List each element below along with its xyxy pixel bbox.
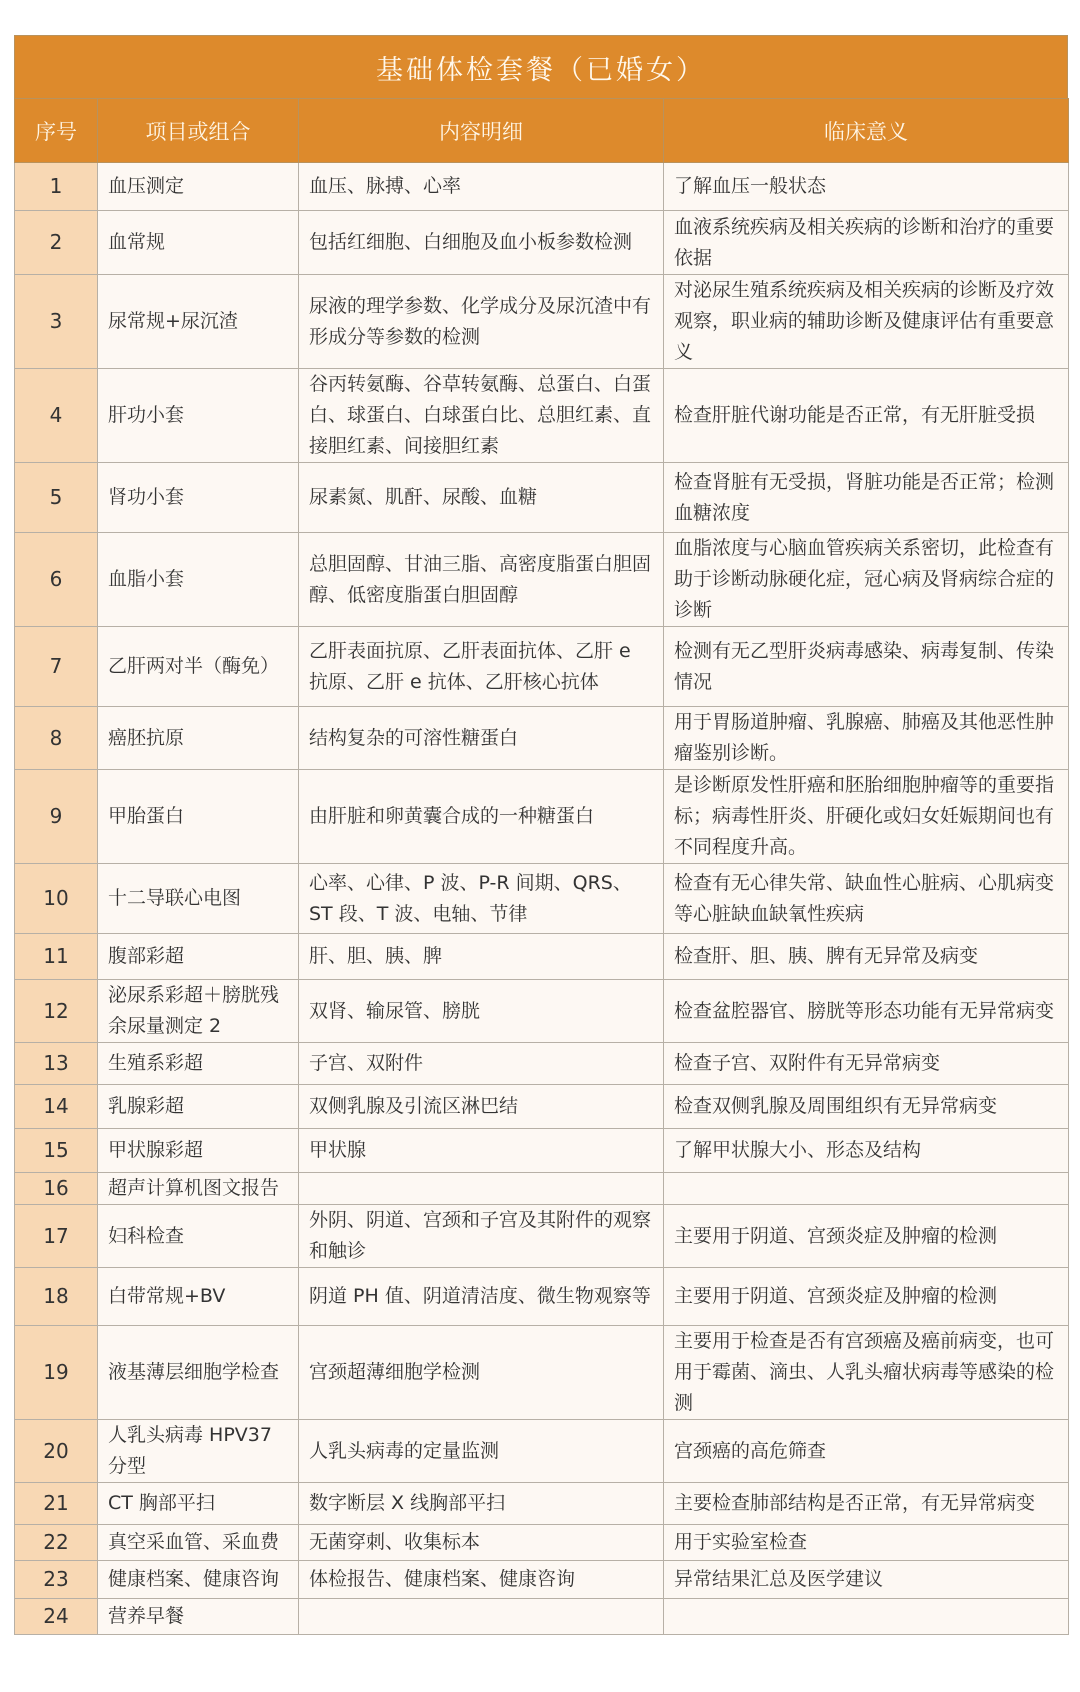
package-sheet	[14, 35, 1068, 1635]
row-number: 1	[15, 163, 98, 211]
row-detail: 由肝脏和卵黄囊合成的一种糖蛋白	[299, 770, 664, 864]
row-item: 真空采血管、采血费	[98, 1525, 299, 1561]
row-item: 十二导联心电图	[98, 864, 299, 934]
row-detail: 体检报告、健康档案、健康咨询	[299, 1561, 664, 1599]
table-row	[15, 163, 1069, 211]
row-meaning: 检查肝脏代谢功能是否正常，有无肝脏受损	[664, 369, 1069, 463]
checkup-table	[14, 98, 1069, 1635]
table-row	[15, 1205, 1069, 1268]
row-item: 超声计算机图文报告	[98, 1173, 299, 1205]
row-detail: 包括红细胞、白细胞及血小板参数检测	[299, 211, 664, 275]
table-row	[15, 463, 1069, 533]
table-row	[15, 1483, 1069, 1525]
row-detail: 尿液的理学参数、化学成分及尿沉渣中有形成分等参数的检测	[299, 275, 664, 369]
row-meaning: 了解甲状腺大小、形态及结构	[664, 1129, 1069, 1173]
row-meaning: 异常结果汇总及医学建议	[664, 1561, 1069, 1599]
row-meaning: 检查肾脏有无受损，肾脏功能是否正常；检测血糖浓度	[664, 463, 1069, 533]
row-detail: 无菌穿刺、收集标本	[299, 1525, 664, 1561]
row-meaning: 检查双侧乳腺及周围组织有无异常病变	[664, 1085, 1069, 1129]
row-detail: 数字断层 X 线胸部平扫	[299, 1483, 664, 1525]
row-detail: 阴道 PH 值、阴道清洁度、微生物观察等	[299, 1268, 664, 1326]
table-row	[15, 275, 1069, 369]
row-meaning: 主要用于阴道、宫颈炎症及肿瘤的检测	[664, 1268, 1069, 1326]
row-detail: 宫颈超薄细胞学检测	[299, 1326, 664, 1420]
table-row	[15, 1043, 1069, 1085]
row-detail: 乙肝表面抗原、乙肝表面抗体、乙肝 e 抗原、乙肝 e 抗体、乙肝核心抗体	[299, 627, 664, 707]
table-row	[15, 934, 1069, 980]
row-number: 9	[15, 770, 98, 864]
table-row	[15, 980, 1069, 1043]
table-row	[15, 1525, 1069, 1561]
row-number: 2	[15, 211, 98, 275]
row-detail: 甲状腺	[299, 1129, 664, 1173]
header-row	[15, 99, 1069, 163]
row-number: 16	[15, 1173, 98, 1205]
table-row	[15, 1129, 1069, 1173]
table-body	[15, 163, 1069, 1635]
row-number: 12	[15, 980, 98, 1043]
row-item: 甲胎蛋白	[98, 770, 299, 864]
row-detail: 肝、胆、胰、脾	[299, 934, 664, 980]
row-meaning: 用于实验室检查	[664, 1525, 1069, 1561]
row-detail	[299, 1173, 664, 1205]
header-meaning: 临床意义	[664, 99, 1069, 163]
table-row	[15, 1561, 1069, 1599]
row-number: 21	[15, 1483, 98, 1525]
row-meaning: 血液系统疾病及相关疾病的诊断和治疗的重要依据	[664, 211, 1069, 275]
row-meaning: 对泌尿生殖系统疾病及相关疾病的诊断及疗效观察，职业病的辅助诊断及健康评估有重要意义	[664, 275, 1069, 369]
row-item: 甲状腺彩超	[98, 1129, 299, 1173]
row-meaning: 主要用于检查是否有宫颈癌及癌前病变，也可用于霉菌、滴虫、人乳头瘤状病毒等感染的检测	[664, 1326, 1069, 1420]
row-meaning: 主要检查肺部结构是否正常，有无异常病变	[664, 1483, 1069, 1525]
row-number: 20	[15, 1420, 98, 1483]
row-number: 10	[15, 864, 98, 934]
row-item: 生殖系彩超	[98, 1043, 299, 1085]
table-row	[15, 1599, 1069, 1635]
row-number: 23	[15, 1561, 98, 1599]
row-detail: 外阴、阴道、宫颈和子宫及其附件的观察和触诊	[299, 1205, 664, 1268]
row-item: 白带常规+BV	[98, 1268, 299, 1326]
row-item: 血脂小套	[98, 533, 299, 627]
row-detail: 总胆固醇、甘油三脂、高密度脂蛋白胆固醇、低密度脂蛋白胆固醇	[299, 533, 664, 627]
row-meaning: 宫颈癌的高危筛查	[664, 1420, 1069, 1483]
row-meaning	[664, 1599, 1069, 1635]
row-detail: 双肾、输尿管、膀胱	[299, 980, 664, 1043]
row-item: 乳腺彩超	[98, 1085, 299, 1129]
row-detail: 谷丙转氨酶、谷草转氨酶、总蛋白、白蛋白、球蛋白、白球蛋白比、总胆红素、直接胆红素、间接胆红素	[299, 369, 664, 463]
table-row	[15, 1173, 1069, 1205]
row-detail: 心率、心律、P 波、P-R 间期、QRS、ST 段、T 波、电轴、节律	[299, 864, 664, 934]
row-meaning: 检查肝、胆、胰、脾有无异常及病变	[664, 934, 1069, 980]
row-detail: 结构复杂的可溶性糖蛋白	[299, 707, 664, 770]
row-number: 17	[15, 1205, 98, 1268]
row-detail: 子宫、双附件	[299, 1043, 664, 1085]
header-no: 序号	[15, 99, 98, 163]
row-item: 肝功小套	[98, 369, 299, 463]
row-detail: 人乳头病毒的定量监测	[299, 1420, 664, 1483]
table-row	[15, 707, 1069, 770]
row-number: 5	[15, 463, 98, 533]
row-item: CT 胸部平扫	[98, 1483, 299, 1525]
row-item: 血压测定	[98, 163, 299, 211]
row-number: 7	[15, 627, 98, 707]
row-number: 4	[15, 369, 98, 463]
row-number: 8	[15, 707, 98, 770]
row-number: 24	[15, 1599, 98, 1635]
row-number: 14	[15, 1085, 98, 1129]
row-meaning: 检测有无乙型肝炎病毒感染、病毒复制、传染情况	[664, 627, 1069, 707]
table-row	[15, 369, 1069, 463]
table-row	[15, 1085, 1069, 1129]
row-number: 18	[15, 1268, 98, 1326]
row-number: 13	[15, 1043, 98, 1085]
row-number: 15	[15, 1129, 98, 1173]
header-detail: 内容明细	[299, 99, 664, 163]
header-item: 项目或组合	[98, 99, 299, 163]
row-item: 腹部彩超	[98, 934, 299, 980]
table-row	[15, 1326, 1069, 1420]
row-number: 22	[15, 1525, 98, 1561]
row-item: 尿常规+尿沉渣	[98, 275, 299, 369]
row-meaning: 血脂浓度与心脑血管疾病关系密切，此检查有助于诊断动脉硬化症，冠心病及肾病综合症的诊断	[664, 533, 1069, 627]
row-detail: 双侧乳腺及引流区淋巴结	[299, 1085, 664, 1129]
row-item: 血常规	[98, 211, 299, 275]
table-row	[15, 864, 1069, 934]
row-item: 乙肝两对半（酶免）	[98, 627, 299, 707]
row-detail: 尿素氮、肌酐、尿酸、血糖	[299, 463, 664, 533]
row-meaning: 检查有无心律失常、缺血性心脏病、心肌病变等心脏缺血缺氧性疾病	[664, 864, 1069, 934]
row-number: 3	[15, 275, 98, 369]
table-row	[15, 211, 1069, 275]
row-item: 妇科检查	[98, 1205, 299, 1268]
row-detail	[299, 1599, 664, 1635]
row-detail: 血压、脉搏、心率	[299, 163, 664, 211]
table-row	[15, 533, 1069, 627]
row-meaning	[664, 1173, 1069, 1205]
row-number: 19	[15, 1326, 98, 1420]
row-meaning: 检查盆腔器官、膀胱等形态功能有无异常病变	[664, 980, 1069, 1043]
row-item: 肾功小套	[98, 463, 299, 533]
row-meaning: 了解血压一般状态	[664, 163, 1069, 211]
table-row	[15, 1268, 1069, 1326]
row-meaning: 检查子宫、双附件有无异常病变	[664, 1043, 1069, 1085]
row-number: 11	[15, 934, 98, 980]
table-title: 基础体检套餐（已婚女）	[14, 35, 1068, 98]
table-row	[15, 627, 1069, 707]
row-meaning: 用于胃肠道肿瘤、乳腺癌、肺癌及其他恶性肿瘤鉴别诊断。	[664, 707, 1069, 770]
row-item: 健康档案、健康咨询	[98, 1561, 299, 1599]
row-item: 人乳头病毒 HPV37 分型	[98, 1420, 299, 1483]
row-meaning: 主要用于阴道、宫颈炎症及肿瘤的检测	[664, 1205, 1069, 1268]
row-item: 泌尿系彩超＋膀胱残余尿量测定 2	[98, 980, 299, 1043]
table-row	[15, 770, 1069, 864]
row-meaning: 是诊断原发性肝癌和胚胎细胞肿瘤等的重要指标；病毒性肝炎、肝硬化或妇女妊娠期间也有不同程度升高。	[664, 770, 1069, 864]
row-item: 液基薄层细胞学检查	[98, 1326, 299, 1420]
row-item: 营养早餐	[98, 1599, 299, 1635]
row-item: 癌胚抗原	[98, 707, 299, 770]
row-number: 6	[15, 533, 98, 627]
table-row	[15, 1420, 1069, 1483]
